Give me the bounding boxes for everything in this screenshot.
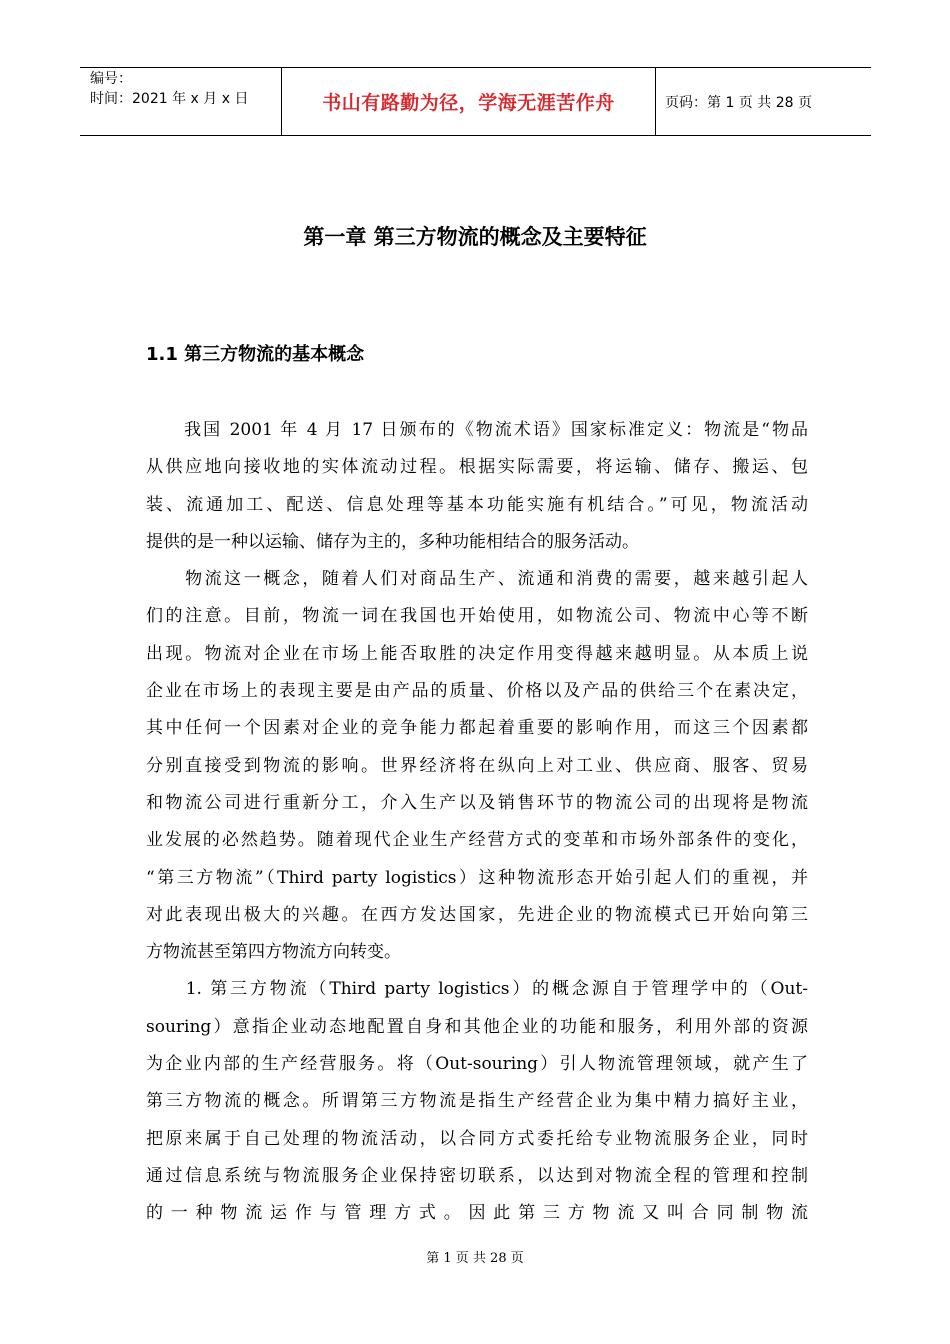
header-motto: 书山有路勤为径，学海无涯苦作舟 xyxy=(322,92,615,114)
body-line: 1. 第三方物流（Third party logistics）的概念源自于管理学中的（Out- xyxy=(146,979,808,1000)
body-line: 物流这一概念，随着人们对商品生产、流通和消费的需要，越来越引起人 xyxy=(146,569,808,590)
body-line: 方物流甚至第四方物流方向转变。 xyxy=(146,942,401,963)
body-line: 对此表现出极大的兴趣。在西方发达国家，先进企业的物流模式已开始向第三 xyxy=(146,904,808,925)
body-line: 和物流公司进行重新分工，介入生产以及销售环节的物流公司的出现将是物流 xyxy=(146,792,808,813)
header-meta xyxy=(90,69,278,109)
body-line: 我国 2001 年 4 月 17 日颁布的《物流术语》国家标准定义：物流是“物品 xyxy=(146,420,808,440)
page-footer: 第 1 页 共 28 页 xyxy=(426,1251,524,1266)
body-line: 通过信息系统与物流服务企业保持密切联系，以达到对物流全程的管理和控制 xyxy=(146,1165,808,1186)
body-line: 们的注意。目前，物流一词在我国也开始使用，如物流公司、物流中心等不断 xyxy=(146,606,808,627)
body-line: 其中任何一个因素对企业的竞争能力都起着重要的影响作用，而这三个因素都 xyxy=(146,718,808,739)
header-time-label: 时间：2021 年 x 月 x 日 xyxy=(90,91,249,107)
header-divider xyxy=(281,67,282,136)
section-heading: 1.1 第三方物流的基本概念 xyxy=(146,344,365,365)
body-line: 业发展的必然趋势。随着现代企业生产经营方式的变革和市场外部条件的变化， xyxy=(146,830,808,851)
header-page-info: 页码：第 1 页 共 28 页 xyxy=(665,94,812,111)
body-line: 企业在市场上的表现主要是由产品的质量、价格以及产品的供给三个在素决定， xyxy=(146,681,808,702)
body-line: 把原来属于自己处理的物流活动，以合同方式委托给专业物流服务企业，同时 xyxy=(146,1128,808,1149)
body-line: 出现。物流对企业在市场上能否取胜的决定作用变得越来越明显。从本质上说 xyxy=(146,643,808,664)
chapter-title: 第一章 第三方物流的概念及主要特征 xyxy=(303,225,647,249)
body-line: “第三方物流”（Third party logistics）这种物流形态开始引起人们的重视，并 xyxy=(146,867,808,888)
body-line: 从供应地向接收地的实体流动过程。根据实际需要，将运输、储存、搬运、包 xyxy=(146,457,808,478)
body-line: 提供的是一种以运输、储存为主的，多种功能相结合的服务活动。 xyxy=(146,531,639,552)
body-line: 分别直接受到物流的影响。世界经济将在纵向上对工业、供应商、服客、贸易 xyxy=(146,755,808,776)
body-line: 装、流通加工、配送、信息处理等基本功能实施有机结合。”可见，物流活动 xyxy=(146,494,808,515)
header-divider xyxy=(655,67,656,136)
body-line: 的一种物流运作与管理方式。因此第三方物流又叫合同制物流 xyxy=(146,1203,808,1224)
body-line: souring）意指企业动态地配置自身和其他企业的功能和服务，利用外部的资源 xyxy=(146,1016,808,1037)
body-line: 为企业内部的生产经营服务。将（Out-souring）引人物流管理领域，就产生了 xyxy=(146,1054,808,1075)
body-text xyxy=(146,412,808,1233)
header-number-label: 编号： xyxy=(90,71,132,87)
body-line: 第三方物流的概念。所谓第三方物流是指生产经营企业为集中精力搞好主业， xyxy=(146,1091,808,1112)
